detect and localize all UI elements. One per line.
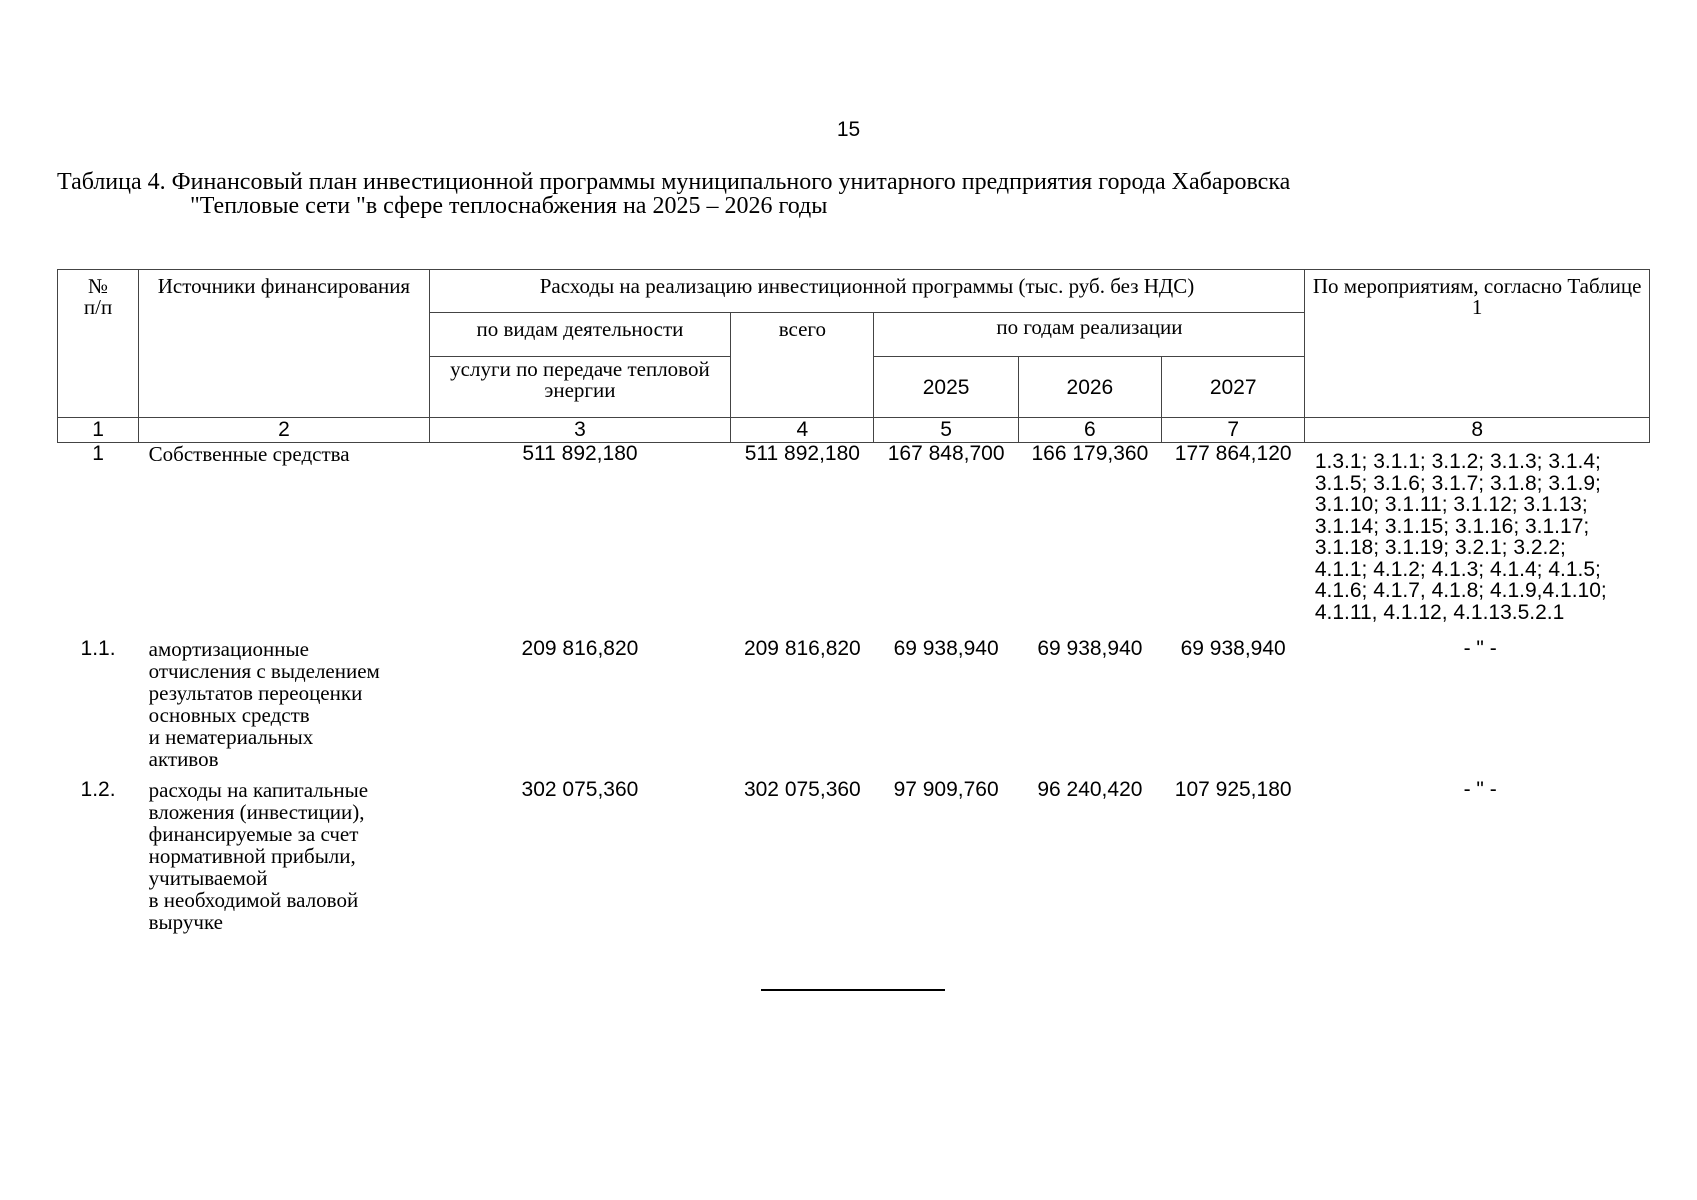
table-row [58,777,1650,937]
row-total-amount: 209 816,820 [743,636,861,660]
row-total-amount: 302 075,360 [743,777,861,801]
row-activity-amount: 302 075,360 [521,777,639,801]
column-number: 3 [429,418,731,443]
row-measures: - " - [1463,777,1497,801]
row-activity-amount: 209 816,820 [521,636,639,660]
table-row [58,636,1650,777]
page-number: 15 [836,118,861,141]
row-activity-amount: 511 892,180 [522,442,638,465]
table-title-line-2: "Тепловые сети "в сфере теплоснабжения на 2025 – 2026 годы [190,193,828,219]
column-number-row [58,418,1650,443]
column-number: 8 [1305,418,1650,443]
table-title-line-1: Таблица 4. Финансовый план инвестиционной программы муниципального унитарного предприятия города Хабаровска [57,169,1291,195]
row-source: амортизационные отчисления с выделением результатов переоценки основных средств и нематериальных активов [148,636,380,771]
header-measures: По мероприятиям, согласно Таблице 1 [1305,270,1650,418]
row-measures: - " - [1463,636,1497,660]
header-year-2027: 2027 [1162,357,1305,418]
column-number: 2 [139,418,430,443]
column-number: 1 [58,418,139,443]
header-total: всего [731,313,874,418]
row-index: 1.1. [80,636,116,660]
column-number: 5 [874,418,1018,443]
row-source: Собственные средства [148,442,350,466]
row-source: расходы на капитальные вложения (инвестиции), финансируемые за счет нормативной прибыли, учитываемой в необходимой валовой выручке [148,777,369,934]
table-body [58,418,1650,937]
header-activity-service: услуги по передаче тепловой энергии [429,357,731,418]
row-amount-2025: 97 909,760 [893,777,999,801]
table-title [57,170,1617,218]
end-of-document-rule [761,989,945,991]
column-number: 7 [1162,418,1305,443]
row-amount-2025: 69 938,940 [893,636,999,660]
row-amount-2025: 167 848,700 [887,442,1005,465]
row-amount-2026: 69 938,940 [1037,636,1143,660]
header-source: Источники финансирования [139,270,430,418]
row-amount-2027: 177 864,120 [1174,442,1292,465]
row-total-amount: 511 892,180 [744,442,860,465]
column-number: 6 [1018,418,1161,443]
row-amount-2026: 166 179,360 [1031,442,1149,465]
financial-plan-table-container [57,269,1650,937]
header-expenses: Расходы на реализацию инвестиционной программы (тыс. руб. без НДС) [429,270,1305,313]
row-amount-2026: 96 240,420 [1037,777,1143,801]
table-row [58,443,1650,636]
row-amount-2027: 69 938,940 [1180,636,1286,660]
header-year-2026: 2026 [1018,357,1161,418]
header-by-years: по годам реализации [874,313,1305,357]
row-amount-2027: 107 925,180 [1174,777,1292,801]
header-num: № п/п [58,270,139,418]
row-measures: 1.3.1; 3.1.1; 3.1.2; 3.1.3; 3.1.4; 3.1.5; 3.1.6; 3.1.7; 3.1.8; 3.1.9; 3.1.10; 3.1.11; 3.1.12; 3.1.13; 3.1.14; 3.1.15; 3.1.16; 3.1.17; 3.1.18; 3.1.19; 3.2.1; 3.2.2; 4.1.1; 4.1.2; 4.1.3; 4.1.4; 4.1.5; 4.1.6; 4.1.7, 4.1.8; 4.1.9,4.1.10; 4.1.11, 4.1.12, 4.1.13.5.2.1 [1314,450,1607,624]
table-header [58,270,1650,418]
row-index: 1 [92,442,104,465]
header-year-2025: 2025 [874,357,1018,418]
column-number: 4 [731,418,874,443]
header-by-activity: по видам деятельности [429,313,731,357]
row-index: 1.2. [80,777,116,801]
financial-plan-table [57,269,1650,937]
